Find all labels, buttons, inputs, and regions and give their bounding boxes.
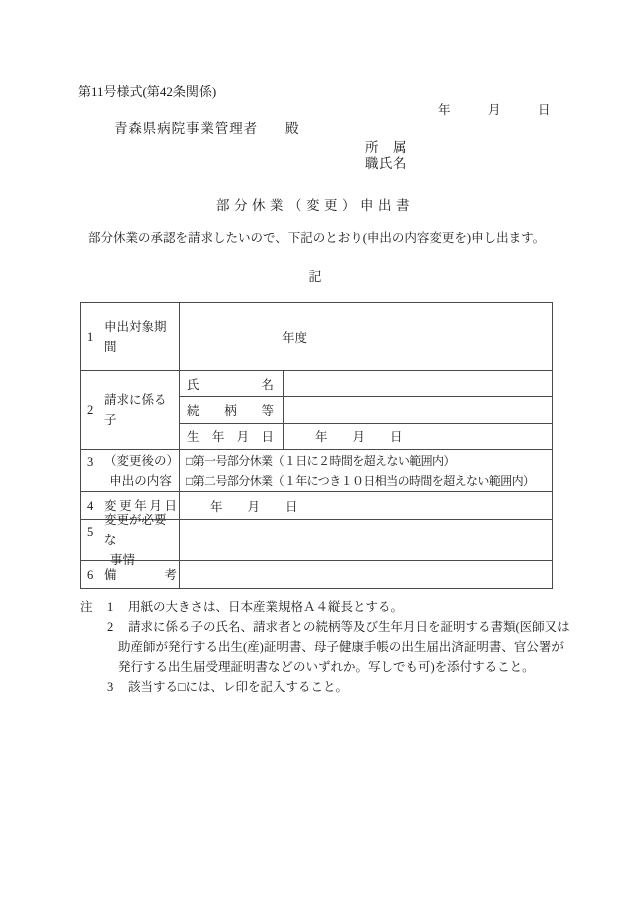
row3-label-line1: （変更後の） xyxy=(104,453,180,468)
row1-label-cell xyxy=(81,303,180,370)
relationship-label: 続柄等 xyxy=(187,403,274,418)
checkbox-option-type2: □第二号部分休業（１年につき１０日相当の時間を超えない範囲内） xyxy=(186,473,535,488)
table-row-child-info xyxy=(81,371,552,450)
row3-number: 3 xyxy=(87,455,94,469)
leave-type-options xyxy=(180,450,552,491)
birthdate-placeholder: 年 月 日 xyxy=(315,430,403,445)
note1-text: 用紙の大きさは、日本産業規格Ａ４縦長とする。 xyxy=(128,600,404,614)
row5-label-line1: 変更が必要な xyxy=(104,513,167,547)
birthdate-field xyxy=(284,424,552,449)
child-name-label: 氏名 xyxy=(187,377,274,392)
row3-label-cell xyxy=(81,450,180,491)
change-date-placeholder: 年 月 日 xyxy=(210,499,298,514)
note-item-3 xyxy=(80,677,582,697)
birthdate-label: 生年月日 xyxy=(187,430,274,445)
table-row-application-period xyxy=(81,303,552,371)
notes-section xyxy=(80,597,582,697)
child-name-field xyxy=(284,371,552,396)
row1-number: 1 xyxy=(87,329,94,344)
note2-text-line3: 発行する出生届受理証明書などのいずれか。写しでも可)を添付すること。 xyxy=(118,660,535,674)
relationship-label-cell xyxy=(180,397,284,422)
row6-label-cell xyxy=(81,561,180,588)
birthdate-label-cell xyxy=(180,424,284,449)
subrow-relationship xyxy=(180,397,552,423)
row6-label: 備考 xyxy=(104,567,177,582)
document-title: 部分休業（変更）申出書 xyxy=(216,198,414,213)
row5-label xyxy=(104,513,177,567)
checkbox-option-type1: □第一号部分休業（１日に２時間を超えない範囲内） xyxy=(186,453,455,468)
note2-text-line1: 請求に係る子の氏名、請求者との続柄等及び生年月日を証明する書類(医師又は xyxy=(128,620,570,634)
row6-number: 6 xyxy=(87,567,94,582)
table-row-remarks xyxy=(81,561,552,588)
application-form-table xyxy=(80,302,553,589)
child-info-subrows xyxy=(180,371,552,449)
row5-label-cell xyxy=(81,513,180,567)
note-mark: 注 xyxy=(80,600,93,614)
addressee: 青森県病院事業管理者 xyxy=(114,121,258,136)
row3-label xyxy=(104,450,180,491)
note-item-2 xyxy=(80,617,582,637)
child-name-label-cell xyxy=(180,371,284,396)
relationship-field xyxy=(284,397,552,422)
row4-number: 4 xyxy=(87,498,94,513)
note2-text-line2: 助産師が発行する出生(産)証明書、母子健康手帳の出生届出済証明書、官公署が xyxy=(118,640,564,654)
table-row-change-reason xyxy=(81,513,552,567)
form-number: 第11号様式(第42条関係) xyxy=(78,84,217,99)
position-name-label: 職氏名 xyxy=(365,156,407,171)
row2-number: 2 xyxy=(87,403,94,417)
note2-number: 2 xyxy=(107,620,114,634)
subrow-birthdate xyxy=(180,424,552,449)
application-period-field xyxy=(180,303,552,370)
change-date-field xyxy=(180,492,552,519)
note1-number: 1 xyxy=(107,600,114,614)
row5-number: 5 xyxy=(87,525,94,539)
honorific: 殿 xyxy=(285,121,299,136)
note3-number: 3 xyxy=(107,680,114,694)
application-statement: 部分休業の承認を請求したいので、下記のとおり(申出の内容変更を)申し出ます。 xyxy=(88,231,546,245)
note-item-1 xyxy=(80,597,582,617)
note3-text: 該当する□には、レ印を記入すること。 xyxy=(128,680,349,694)
row3-label-line2: 申出の内容 xyxy=(109,473,172,488)
subrow-child-name xyxy=(180,371,552,397)
row2-label-cell xyxy=(81,371,180,449)
record-mark: 記 xyxy=(308,269,322,284)
row5-label-line2: 事情 xyxy=(110,553,136,567)
row4-label: 変更年月日 xyxy=(104,498,177,513)
affiliation-label: 所 属 xyxy=(365,140,407,155)
fiscal-year-suffix: 年度 xyxy=(282,330,308,345)
change-reason-field xyxy=(180,520,552,560)
date-placeholder: 年 月 日 xyxy=(438,103,551,117)
remarks-field xyxy=(180,561,552,588)
row2-label: 請求に係る子 xyxy=(104,393,167,427)
row1-label: 申出対象期間 xyxy=(104,319,167,354)
table-row-application-content xyxy=(81,450,552,492)
